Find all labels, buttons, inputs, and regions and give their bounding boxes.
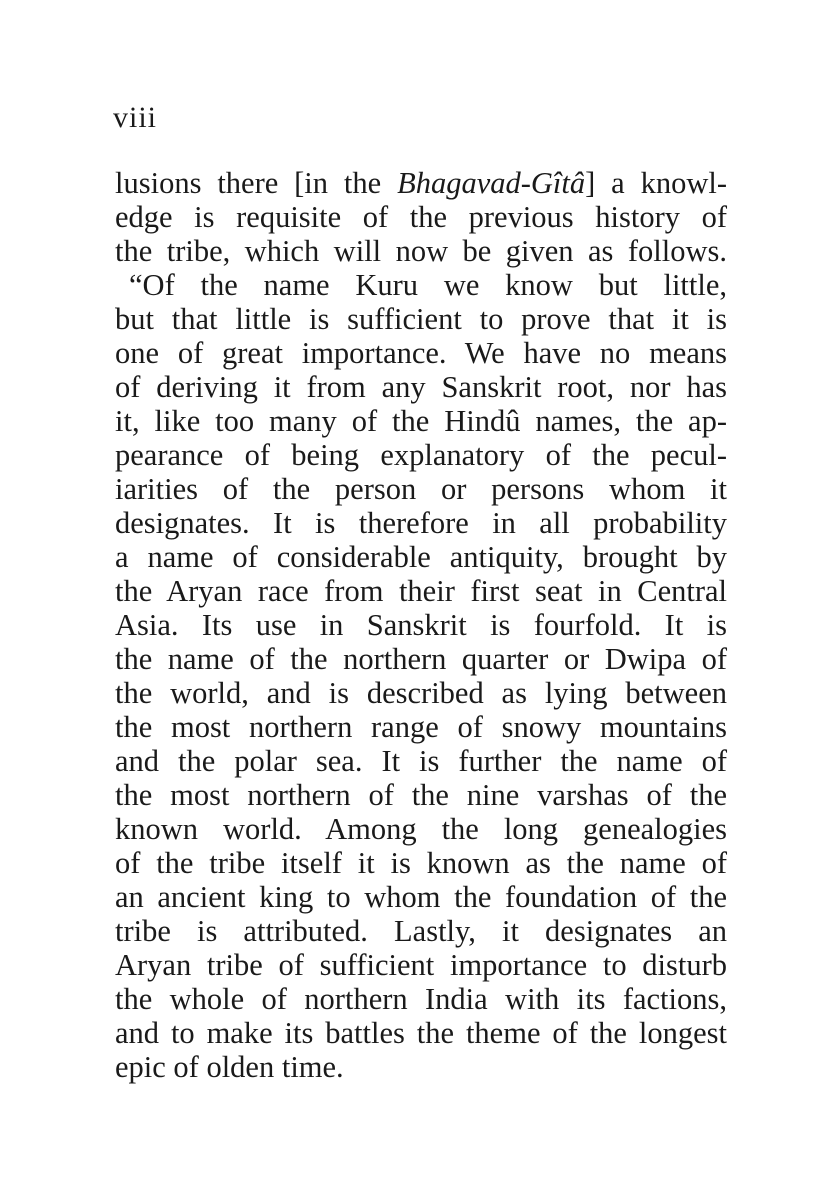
text-line: the most northern range of snowy mountains	[115, 710, 727, 744]
text-line: it, like too many of the Hindû names, the ap-	[115, 404, 727, 438]
text-line: edge is requisite of the previous history of	[115, 200, 727, 234]
text-line: epic of olden time.	[115, 1050, 344, 1084]
text-line: but that little is sufficient to prove that it is	[115, 302, 727, 336]
text-line: of deriving it from any Sanskrit root, nor has	[115, 370, 727, 404]
text-line: the Aryan race from their first seat in Central	[115, 574, 727, 608]
text-line: one of great importance. We have no means	[115, 336, 727, 370]
text-line: an ancient king to whom the foundation of the	[115, 880, 727, 914]
text-line: the whole of northern India with its factions,	[115, 982, 727, 1016]
text-line: tribe is attributed. Lastly, it designates an	[115, 914, 727, 948]
text-line: “Of the name Kuru we know but little,	[129, 268, 727, 302]
page-number: viii	[113, 101, 158, 134]
body-text	[115, 166, 727, 1084]
text-line: a name of considerable antiquity, brought by	[115, 540, 727, 574]
text-line: the name of the northern quarter or Dwipa of	[115, 642, 727, 676]
text-line: designates. It is therefore in all probability	[115, 506, 727, 540]
book-title: Bhagavad-Gîtâ	[397, 166, 586, 200]
text-line: Asia. Its use in Sanskrit is fourfold. It is	[115, 608, 727, 642]
text-line: pearance of being explanatory of the pecul-	[115, 438, 727, 472]
text-line: the world, and is described as lying between	[115, 676, 727, 710]
text-line: and to make its battles the theme of the longest	[115, 1016, 727, 1050]
text-line: Aryan tribe of sufficient importance to disturb	[115, 948, 727, 982]
text-line: lusions there [in the Bhagavad-Gîtâ] a knowl-	[115, 166, 727, 200]
text-line: iarities of the person or persons whom it	[115, 472, 727, 506]
text-line: and the polar sea. It is further the name of	[115, 744, 727, 778]
text-line: known world. Among the long genealogies	[115, 812, 727, 846]
text-line: the most northern of the nine varshas of the	[115, 778, 727, 812]
text-line: the tribe, which will now be given as follows.	[115, 234, 727, 268]
text-line: of the tribe itself it is known as the name of	[115, 846, 727, 880]
